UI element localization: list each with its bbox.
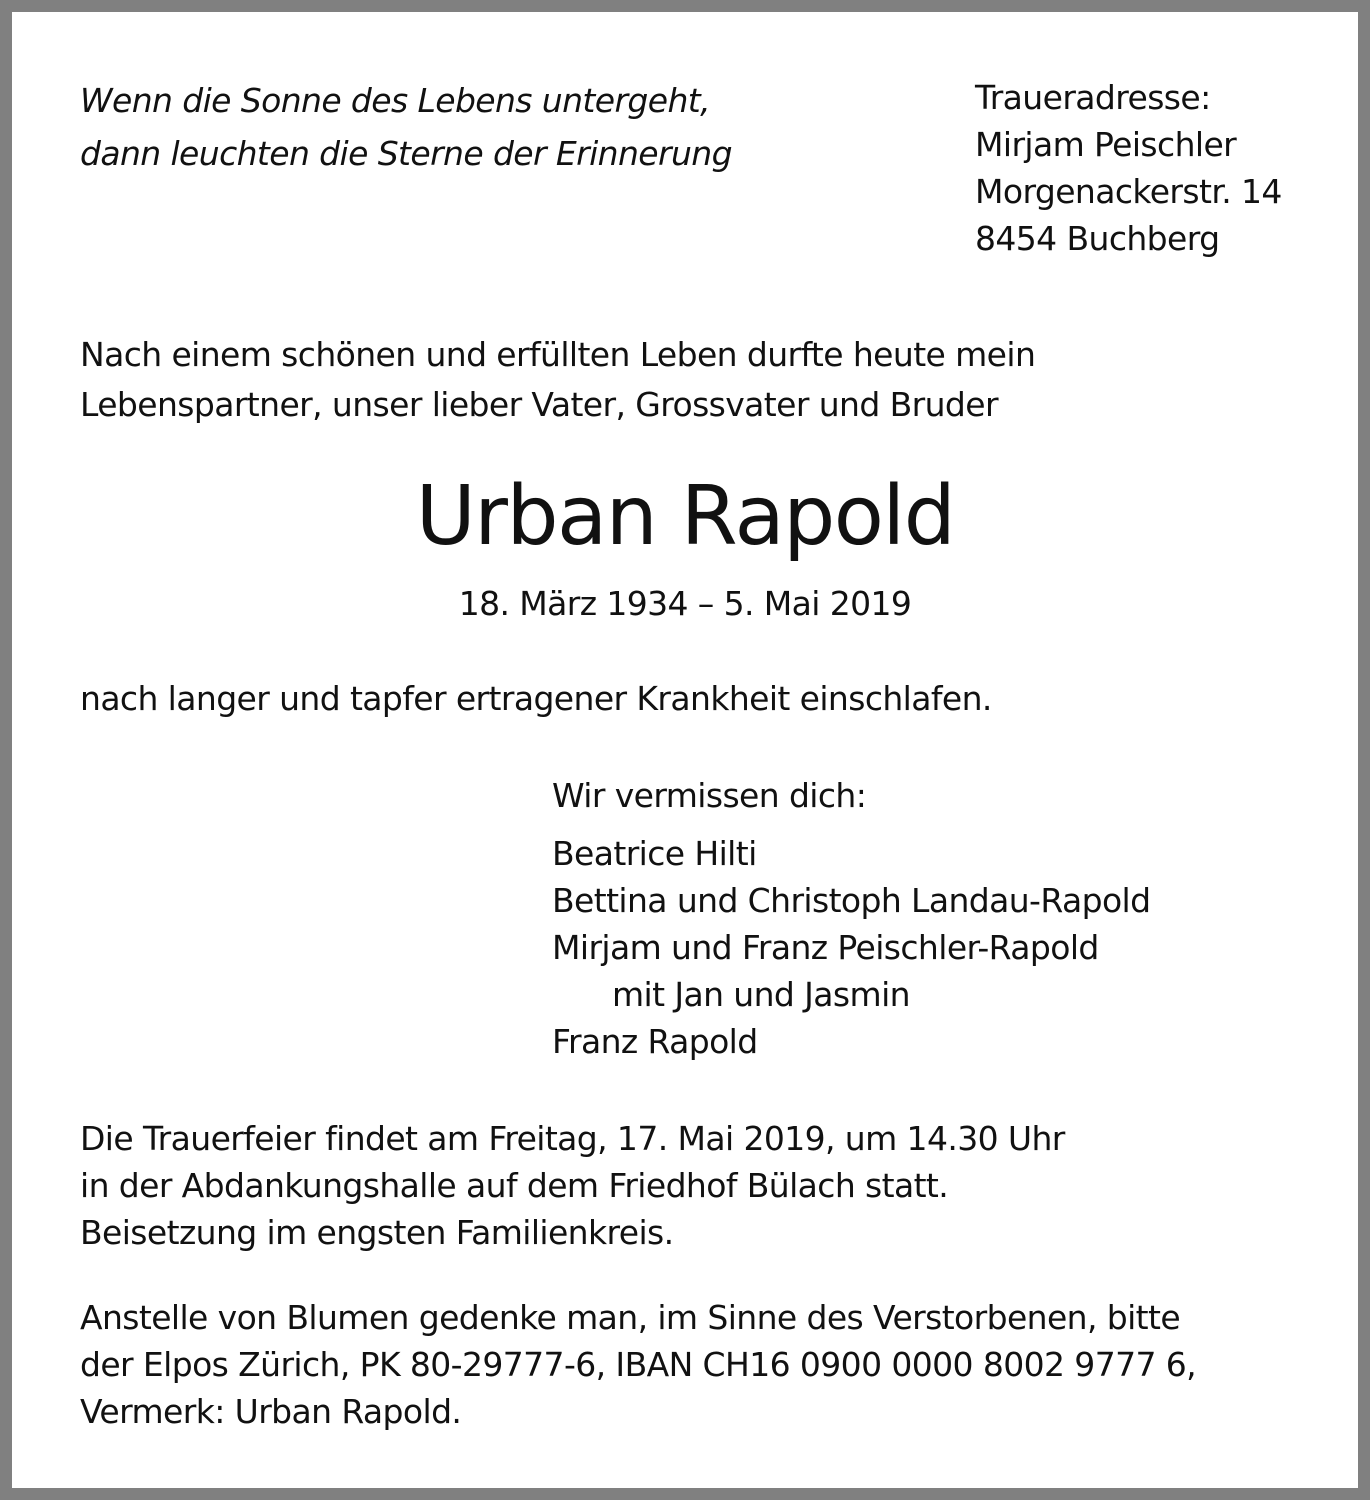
donation-line-3: Vermerk: Urban Rapold. [80, 1392, 462, 1431]
deceased-name: Urban Rapold [415, 469, 955, 564]
intro-line-1: Nach einem schönen und erfüllten Leben durfte heute mein [80, 335, 1036, 374]
mourner-name-indented: mit Jan und Jasmin [612, 975, 910, 1014]
motto-line-1: Wenn die Sonne des Lebens untergeht, [80, 81, 711, 120]
address-label: Traueradresse: [975, 78, 1211, 117]
closing-text: nach langer und tapfer ertragener Krankheit einschlafen. [80, 679, 992, 718]
address-street: Morgenackerstr. 14 [975, 172, 1282, 211]
service-line-2: in der Abdankungshalle auf dem Friedhof Bülach statt. [80, 1166, 949, 1205]
donation-line-1: Anstelle von Blumen gedenke man, im Sinne des Verstorbenen, bitte [80, 1298, 1181, 1337]
donation-line-2: der Elpos Zürich, PK 80-29777-6, IBAN CH16 0900 0000 8002 9777 6, [80, 1345, 1197, 1384]
address-city: 8454 Buchberg [975, 219, 1220, 258]
intro-text [80, 330, 1035, 430]
life-dates: 18. März 1934 – 5. Mai 2019 [458, 584, 912, 623]
intro-line-2: Lebenspartner, unser lieber Vater, Grossvater und Bruder [80, 385, 998, 424]
service-line-1: Die Trauerfeier findet am Freitag, 17. Mai 2019, um 14.30 Uhr [80, 1119, 1065, 1158]
donation-note [80, 1294, 1196, 1435]
motto-quote [80, 74, 732, 180]
mourners-heading: Wir vermissen dich: [552, 776, 867, 815]
mourning-address [975, 74, 1282, 262]
mourners-list [552, 830, 1150, 1065]
service-details [80, 1115, 1065, 1256]
mourner-name: Bettina und Christoph Landau-Rapold [552, 881, 1151, 920]
mourner-name: Franz Rapold [552, 1022, 758, 1061]
mourner-name: Mirjam und Franz Peischler-Rapold [552, 928, 1099, 967]
address-name: Mirjam Peischler [975, 125, 1237, 164]
obituary-page [12, 12, 1358, 1488]
service-line-3: Beisetzung im engsten Familienkreis. [80, 1213, 674, 1252]
mourner-name: Beatrice Hilti [552, 834, 757, 873]
motto-line-2: dann leuchten die Sterne der Erinnerung [80, 134, 732, 173]
